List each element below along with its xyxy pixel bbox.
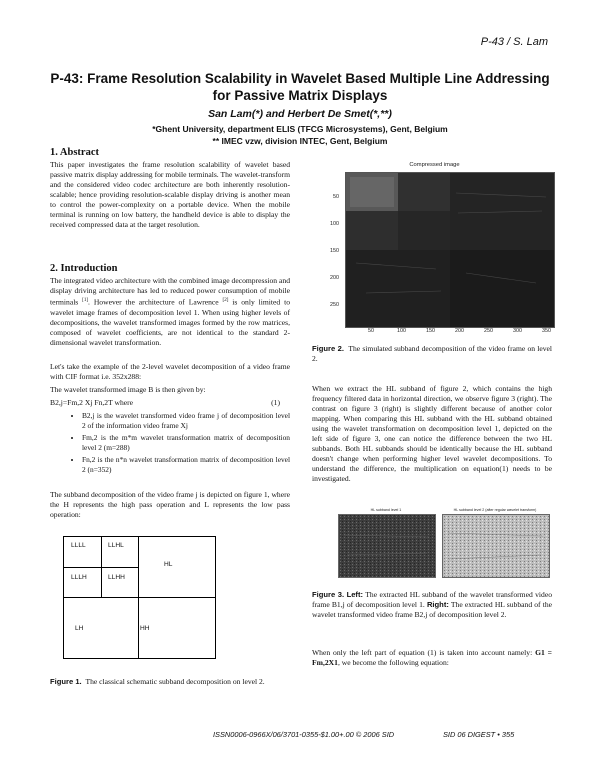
bullet-item: • Fm,2 is the m*m wavelet transformation matrix of decomposition level 2 (m=288)	[82, 433, 290, 453]
figure-2-plot-title: Compressed image	[409, 162, 460, 168]
cell-lh: LH	[75, 625, 84, 632]
abstract-heading: 1. Abstract	[50, 147, 99, 158]
figure-3	[320, 508, 552, 582]
figure-3-right-label: Right:	[426, 600, 449, 609]
equation-text: B2,j=Fm,2 Xj Fn,2T where	[50, 398, 134, 407]
ref-1: [1]	[82, 298, 89, 303]
y-tick: 150	[330, 248, 339, 254]
figure-2	[312, 158, 557, 338]
y-tick: 50	[333, 194, 339, 200]
title-line-1: P-43: Frame Resolution Scalability in Wavelet Based Multiple Line Addressing	[50, 71, 550, 86]
equation-1	[50, 398, 290, 408]
title-line-2: for Passive Matrix Displays	[212, 88, 388, 103]
x-tick: 50	[368, 328, 374, 334]
figure-1-text: The classical schematic subband decomposition on level 2.	[85, 677, 265, 686]
affiliation-1: *Ghent University, department ELIS (TFCG Microsystems), Gent, Belgium	[152, 124, 448, 134]
cell-llll: LLLL	[71, 542, 86, 549]
equation-number: (1)	[271, 398, 280, 407]
figure-3-left-label: Left:	[346, 590, 364, 599]
running-header: P-43 / S. Lam	[480, 36, 548, 48]
abstract-text: This paper investigates the frame resolution scalability of wavelet based passive matrix display addressing for mobile terminals. The wavelet-transform and the considered video codec architecture are both inherently resolution-scalable; hence providing resolution-scalable display driving is another mean to control the power-complexity on a portable device. When the mobile terminal is running on low battery, the handheld device is able to display the received compressed data at the target resolution.	[50, 160, 290, 229]
right-p2-a: When only the left part of equation (1) is taken into account namely:	[312, 648, 536, 657]
figure-2-caption	[312, 344, 552, 364]
main-horizontal-divider	[64, 597, 215, 598]
affiliation-2: ** IMEC vzw, division INTEC, Gent, Belgium	[212, 136, 388, 146]
y-tick: 250	[330, 302, 339, 308]
figure-3-caption	[312, 590, 552, 620]
intro-p1-b: . However the architecture of Lawrence	[88, 297, 223, 307]
compressed-image-graphic	[346, 173, 554, 327]
hl-level1-graphic	[339, 515, 435, 577]
right-p2-equation: G1 = Fm,2X1	[312, 648, 552, 667]
figure-3-right-title: HL subband level 2 (after regular wavelet transform)	[453, 508, 537, 512]
introduction-heading: 2. Introduction	[50, 263, 118, 274]
x-tick: 250	[484, 328, 493, 334]
figure-2-text: The simulated subband decomposition of the video frame on level 2.	[312, 344, 552, 363]
x-tick: 200	[455, 328, 464, 334]
paper-title	[40, 70, 560, 104]
bullet-item: • Fn,2 is the n*n wavelet transformation matrix of decomposition level 2 (n=352)	[82, 455, 290, 475]
intro-paragraph-3: The wavelet transformed image B is then given by:	[50, 385, 206, 394]
figure-3-left-text: The extracted HL subband of the wavelet transformed video frame B1,j of decomposition level 1.	[312, 590, 553, 609]
right-p2-b: , we become the following equation:	[337, 658, 449, 667]
subband-diagram	[63, 536, 216, 659]
figure-3-label: Figure 3.	[312, 590, 345, 599]
cell-hl: HL	[164, 561, 173, 568]
bullet-list	[50, 411, 290, 477]
intro-p1-c: is only limited to wavelet image frames of decomposition level 1. When using higher levels of decompositions, the wavelet transformed images formed by the row matrices, composed of wavelet coefficients, are not identical to the standard 2-dimensional wavelet transformation.	[50, 297, 290, 347]
y-tick: 200	[330, 275, 339, 281]
hl-level2-graphic	[443, 515, 549, 577]
intro-p1-a: The integrated video architecture with the combined image decompression and display driving architecture has led to reduced power consumption of mobile terminals	[50, 276, 290, 307]
bullet-item: • B2,j is the wavelet transformed video frame j of decomposition level 2 of the information video frame Xj	[82, 411, 290, 431]
intro-paragraph-1	[50, 276, 290, 348]
cell-llhl: LLHL	[108, 542, 124, 549]
ll-horizontal-divider	[64, 567, 138, 568]
compressed-image	[345, 172, 555, 328]
main-vertical-divider	[138, 537, 139, 658]
x-tick: 350	[542, 328, 551, 334]
x-tick: 150	[426, 328, 435, 334]
figure-3-left-title: HL subband level 1	[370, 508, 402, 512]
cell-lllh: LLLH	[71, 574, 87, 581]
x-tick: 300	[513, 328, 522, 334]
x-tick: 100	[397, 328, 406, 334]
footer-page-number: 355	[501, 730, 515, 739]
y-tick: 100	[330, 221, 339, 227]
hl-subband-level-1-image	[338, 514, 436, 578]
intro-paragraph-2: Let's take the example of the 2-level wavelet decomposition of a video frame with CIF format i.e. 352x288:	[50, 362, 290, 381]
ref-2: [2]	[222, 298, 229, 303]
right-paragraph-1: When we extract the HL subband of figure 2, which contains the high frequency filtered data in horizontal direction, we observe figure 3 (right). The contrast on figure 3 (right) is slightly different because of another color mapping. When comparing this HL subband with the HL subband obtained using the wavelet transformation on decomposition level 1, depicted on the left side of figure 3, one can notice the difference between the two HL subbands. Both HL subbands should be identically because the HL subband doesn't change when performing higher level wavelet decompositions. To understand the difference, the multiplication on equation(1) needs to be investigated.	[312, 384, 552, 483]
footer-digest-name: SID 06 DIGEST	[443, 730, 496, 739]
cell-hh: HH	[140, 625, 150, 632]
figure-2-label: Figure 2.	[312, 344, 344, 353]
footer-issn: ISSN0006-0966X/06/3701-0355-$1.00+.00 © 2006 SID	[213, 730, 395, 739]
figure-3-right-text: The extracted HL subband of the wavelet transformed video frame B2,j of decomposition level 2.	[312, 600, 553, 619]
intro-paragraph-4: The subband decomposition of the video frame j is depicted on figure 1, where the H represents the high pass operation and L represents the low pass operation:	[50, 490, 290, 519]
figure-1-label: Figure 1.	[50, 677, 82, 686]
footer-digest: SID 06 DIGEST • 355	[443, 730, 515, 739]
cell-llhh: LLHH	[108, 574, 125, 581]
right-paragraph-2	[312, 648, 552, 668]
hl-subband-level-2-image	[442, 514, 550, 578]
figure-1-caption	[50, 677, 290, 687]
authors: San Lam(*) and Herbert De Smet(*,**)	[208, 108, 392, 120]
